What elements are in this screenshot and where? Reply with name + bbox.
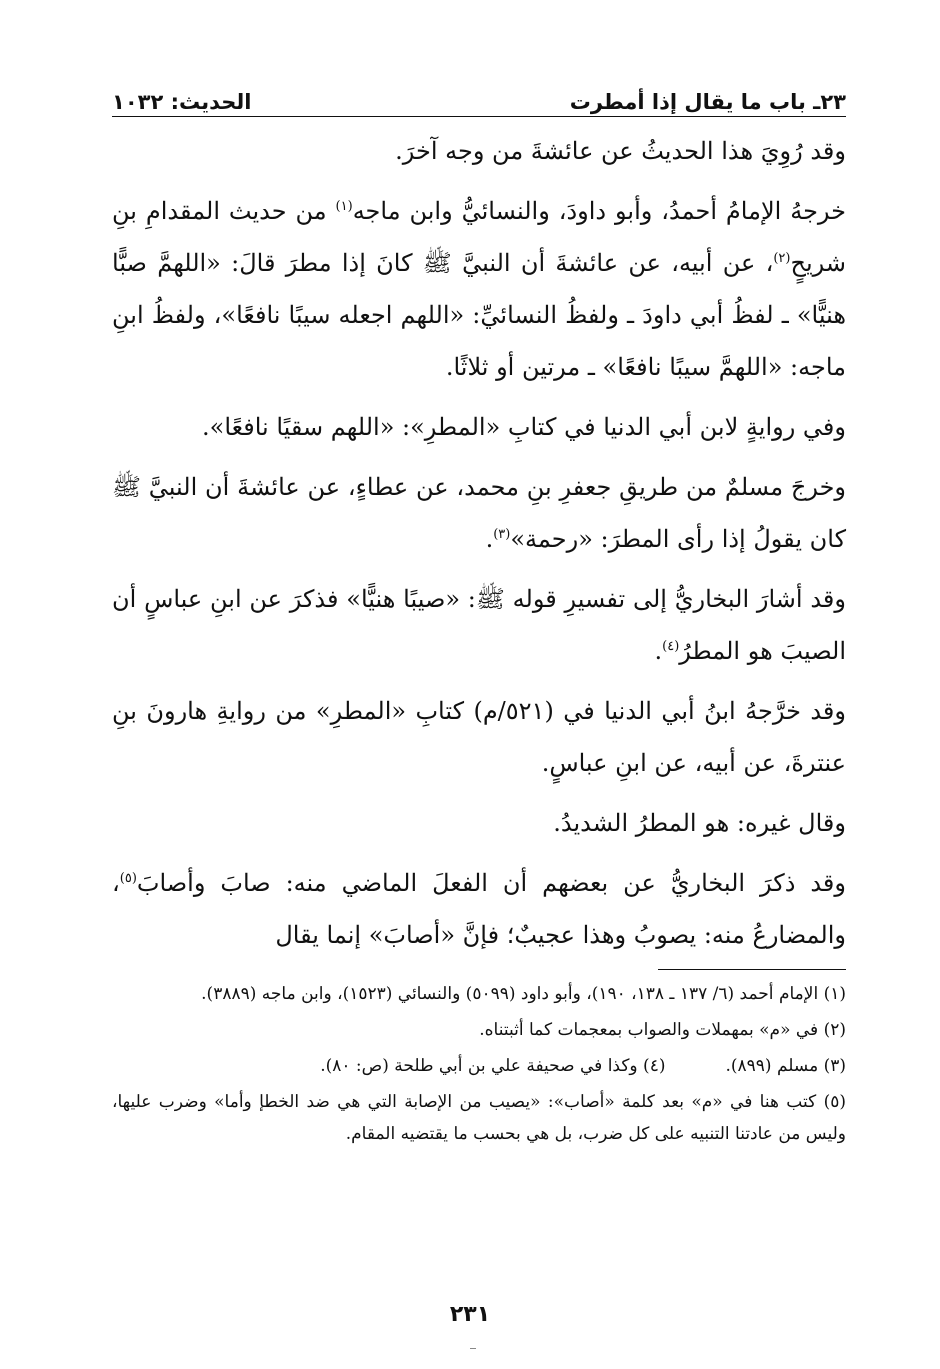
paragraph: وقد ذكرَ البخاريُّ عن بعضهم أن الفعلَ الماضي منه: صابَ وأصابَ$^{(٥)}$، والمضارعُ منه: يصوبُ وهذا عجيبٌ؛ فإنَّ «أصابَ» إنما يقال <box>112 869 846 949</box>
page <box>112 78 846 1154</box>
footnote-ref: (١) <box>335 199 353 214</box>
paragraph: وقال غيره: هو المطرُ الشديدُ. <box>553 809 846 837</box>
paragraph: خرجهُ الإمامُ أحمدُ، وأبو داودَ، والنسائيُّ وابن ماجه$^{(١)}$ من حديث المقدامِ بنِ شريحٍ$^{(٢)}$، عن أبيه، عن عائشةَ أن النبيَّ ﷺ كانَ إذا مطرَ قالَ: «اللهمَّ صبًّا هنيًّا» ـ لفظُ أبي داودَ ـ ولفظُ النسائيِّ: «اللهم اجعله سيبًا نافعًا»، ولفظُ ابنِ ماجه: «اللهمَّ سيبًا نافعًا» ـ مرتين أو ثلاثًا. <box>112 197 846 381</box>
footnote: (٥) كتب هنا في «م» بعد كلمة «أصاب»: «يصيب من الإصابة التي هي ضد الخطإ وأما» وضرب عليها، وليس من عادتنا التنبيه على كل ضرب، بل هي بحسب ما يقتضيه المقام. <box>112 1092 846 1144</box>
chapter-title: ٢٣ـ باب ما يقال إذا أمطرت <box>569 90 846 114</box>
main-text <box>112 125 846 961</box>
footnote: (٢) في «م» بمهملات والصواب بمعجمات كما أثبتناه. <box>479 1020 846 1040</box>
paragraph: وفي روايةٍ لابن أبي الدنيا في كتابِ «المطرِ»: «اللهم سقيًا نافعًا». <box>202 413 846 441</box>
paragraph: وقد أشارَ البخاريُّ إلى تفسيرِ قوله ﷺ: «صيبًا هنيًّا» فذكرَ عن ابنِ عباسٍ أن الصيبَ هو المطرُ$^{(٤)}$. <box>112 585 846 665</box>
footnote: (١) الإمام أحمد (٦/ ١٣٧ ـ ١٣٨، ١٩٠)، وأبو داود (٥٠٩٩) والنسائي (١٥٢٣)، وابن ماجه (٣٨٨٩). <box>201 984 846 1004</box>
bottom-mark <box>470 1348 476 1349</box>
footnotes <box>112 978 846 1150</box>
hadith-number: الحديث: ١٠٣٢ <box>112 90 252 114</box>
paragraph: وقد رُوِيَ هذا الحديثُ عن عائشةَ من وجه آخرَ. <box>395 137 846 165</box>
footnote-row <box>112 1050 846 1082</box>
footnote: (٤) وكذا في صحيفة علي بن أبي طلحة (ص: ٨٠). <box>320 1056 666 1076</box>
footnote: (٣) مسلم (٨٩٩). <box>725 1056 846 1076</box>
paragraph: وخرجَ مسلمٌ من طريقِ جعفرِ بنِ محمد، عن عطاءٍ، عن عائشةَ أن النبيَّ ﷺ كان يقولُ إذا رأى المطرَ: «رحمة»$^{(٣)}$. <box>112 473 846 553</box>
footnote-ref: (٢) <box>773 251 791 266</box>
footnote-ref: (٤) <box>662 639 680 654</box>
footnote-separator <box>658 969 846 970</box>
page-number: ٢٣١ <box>449 1302 491 1327</box>
running-header <box>112 78 846 117</box>
paragraph: وقد خرَّجهُ ابنُ أبي الدنيا في (٥٢١/م) كتابِ «المطرِ» من روايةِ هارونَ بنِ عنترةَ، عن أبيه، عن ابنِ عباسٍ. <box>112 697 846 777</box>
footnote-ref: (٣) <box>493 527 511 542</box>
footnote-ref: (٥) <box>119 871 137 886</box>
